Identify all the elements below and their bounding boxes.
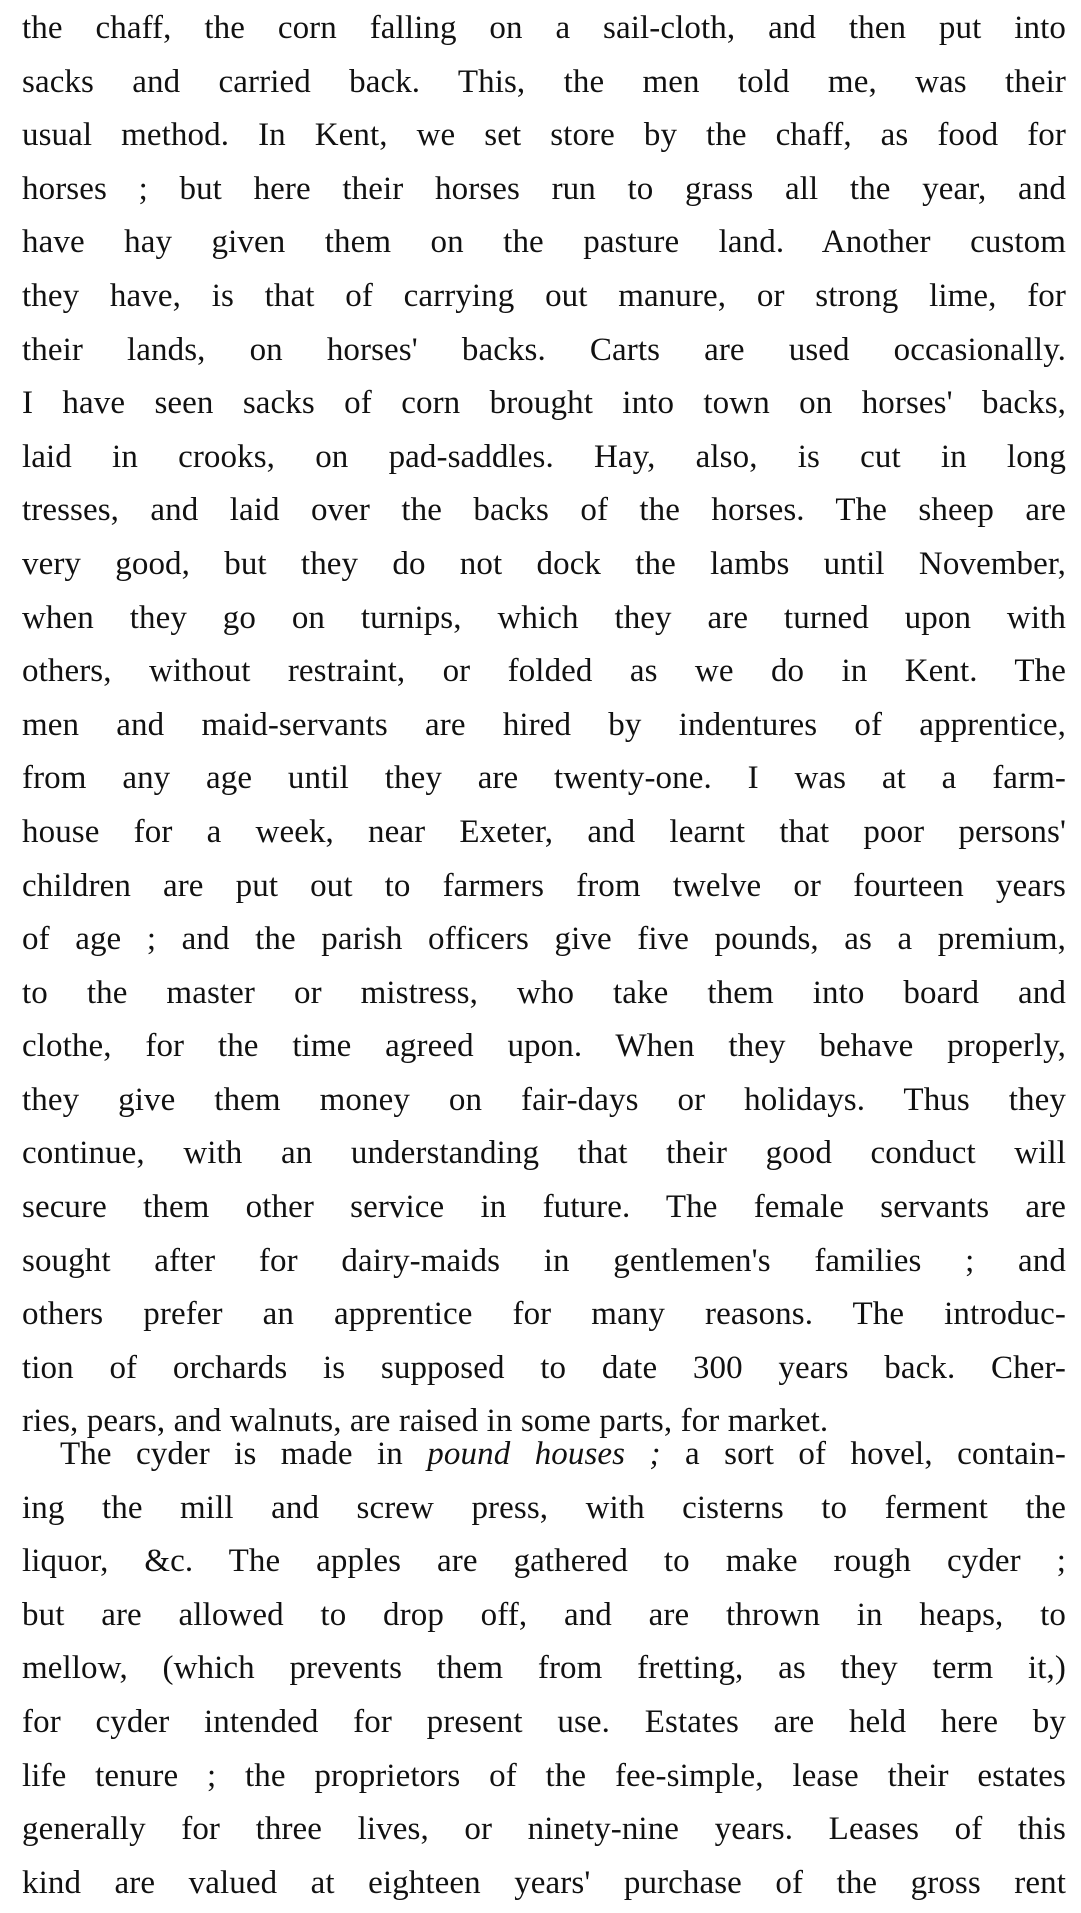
text-line: I have seen sacks of corn brought into town on horses' backs, (22, 385, 1066, 422)
text-line: usual method. In Kent, we set store by the chaff, as food for (22, 117, 1066, 154)
text-line: they have, is that of carrying out manure, or strong lime, for (22, 277, 1066, 314)
text-line: but are allowed to drop off, and are thrown in heaps, to (22, 1596, 1066, 1633)
text-line: from any age until they are twenty-one. I was at a farm- (22, 760, 1066, 797)
text-line: have hay given them on the pasture land. Another custom (22, 224, 1066, 261)
italic-term: pound houses ; (427, 1436, 661, 1472)
text-line: tresses, and laid over the backs of the horses. The sheep are (22, 492, 1066, 529)
text-line: when they go on turnips, which they are turned upon with (22, 599, 1066, 636)
text-line: sacks and carried back. This, the men told me, was their (22, 63, 1066, 100)
text-line: continue, with an understanding that their good conduct will (22, 1135, 1066, 1172)
paragraph-1 (22, 2, 1066, 1449)
text-line: men and maid-servants are hired by indentures of apprentice, (22, 706, 1066, 743)
text-line: others, without restraint, or folded as we do in Kent. The (22, 653, 1066, 690)
text-line: liquor, &c. The apples are gathered to make rough cyder ; (22, 1543, 1066, 1580)
text-line: clothe, for the time agreed upon. When they behave properly, (22, 1028, 1066, 1065)
text-line: to the master or mistress, who take them into board and (22, 974, 1066, 1011)
text-line: ries, pears, and walnuts, are raised in some parts, for market. (22, 1403, 829, 1440)
text-run: a sort of hovel, contain- (660, 1436, 1066, 1472)
text-line: tion of orchards is supposed to date 300 years back. Cher- (22, 1349, 1066, 1386)
text-line: generally for three lives, or ninety-nine years. Leases of this (22, 1811, 1066, 1848)
text-line: laid in crooks, on pad-saddles. Hay, also, is cut in long (22, 438, 1066, 475)
text-line: others prefer an apprentice for many reasons. The introduc- (22, 1296, 1066, 1333)
text-line: kind are valued at eighteen years' purchase of the gross rent (22, 1864, 1066, 1901)
text-line: very good, but they do not dock the lambs until November, (22, 545, 1066, 582)
text-line: children are put out to farmers from twelve or fourteen years (22, 867, 1066, 904)
text-line: secure them other service in future. The female servants are (22, 1189, 1066, 1226)
text-line: they give them money on fair-days or holidays. Thus they (22, 1081, 1066, 1118)
text-run: The cyder is made in (60, 1436, 428, 1472)
text-line: mellow, (which prevents them from fretting, as they term it,) (22, 1650, 1066, 1687)
paragraph-2 (22, 1428, 1066, 1910)
text-line: house for a week, near Exeter, and learnt that poor persons' (22, 813, 1066, 850)
text-line: of age ; and the parish officers give five pounds, as a premium, (22, 921, 1066, 958)
text-line: ing the mill and screw press, with cisterns to ferment the (22, 1489, 1066, 1526)
text-line: sought after for dairy-maids in gentlemen's families ; and (22, 1242, 1066, 1279)
text-line: the chaff, the corn falling on a sail-cloth, and then put into (22, 10, 1066, 46)
text-line: for cyder intended for present use. Estates are held here by (22, 1703, 1066, 1740)
text-line: their lands, on horses' backs. Carts are used occasionally. (22, 331, 1066, 368)
text-line (22, 1428, 1066, 1482)
text-line: horses ; but here their horses run to grass all the year, and (22, 170, 1066, 207)
text-line: life tenure ; the proprietors of the fee-simple, lease their estates (22, 1757, 1066, 1794)
